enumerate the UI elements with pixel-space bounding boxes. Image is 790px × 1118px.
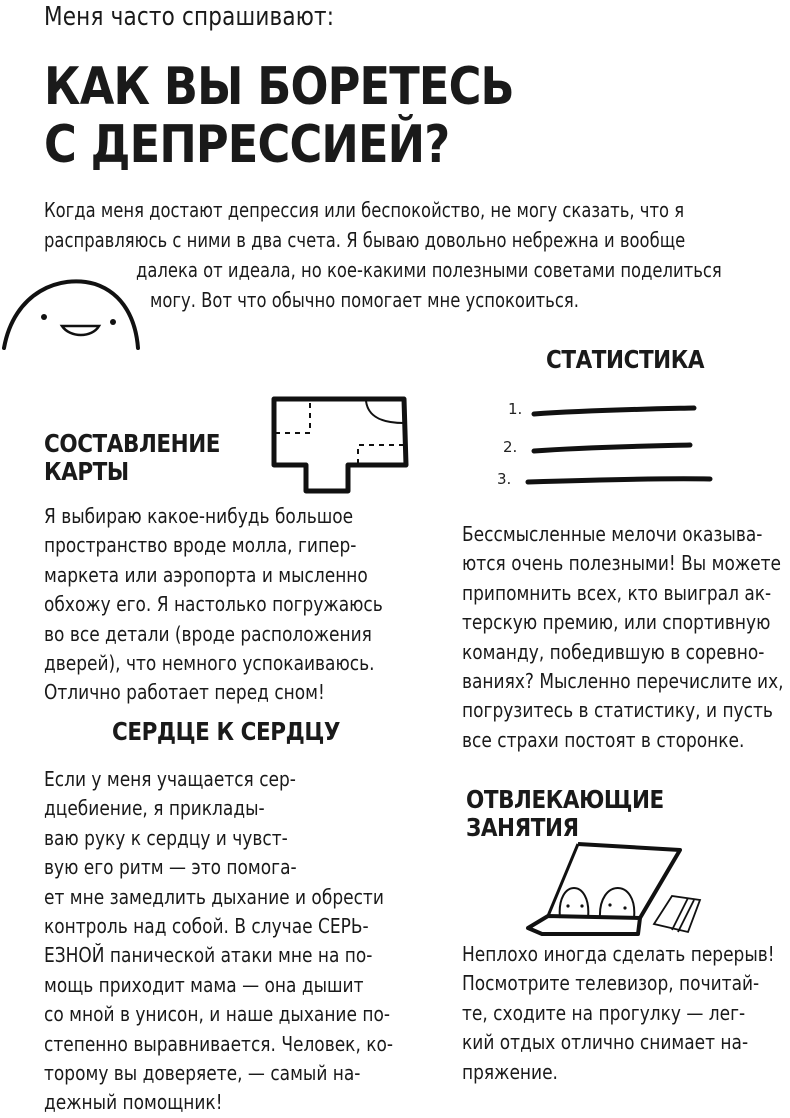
heart-line: ет мне замедлить дыхание и обрести — [44, 884, 384, 909]
mapping-paragraph — [44, 502, 443, 708]
mapping-line: обхожу его. Я настолько погружаюсь — [44, 592, 383, 617]
heading-mapping — [44, 430, 220, 486]
intro-line-3: далека от идеала, но кое-какими полезными советами поделиться — [136, 258, 722, 282]
heart-line: вую его ритм — это помога- — [44, 855, 297, 880]
title-line-2: С ДЕПРЕССИЕЙ? — [44, 115, 450, 175]
heading-mapping-line-1: СОСТАВЛЕНИЕ — [44, 429, 221, 458]
mapping-line: во все детали (вроде расположения — [44, 621, 372, 646]
intro-line-1: Когда меня достают депрессия или беспокойство, не могу сказать, что я — [44, 198, 685, 222]
heading-distractions: ОТВЛЕКАЮЩИЕ ЗАНЯТИЯ — [466, 785, 664, 842]
floor-plan-illustration — [270, 395, 410, 495]
heart-line: мощь приходит мама — она дышит — [44, 972, 364, 997]
distractions-line: пряжение. — [462, 1059, 558, 1084]
list-number-1: 1. — [508, 400, 523, 418]
heart-line: торому вы доверяете, — самый на- — [44, 1061, 361, 1086]
list-number-3: 3. — [497, 470, 512, 488]
heart-line: дцебиение, я приклады- — [44, 796, 265, 821]
distractions-line: кий отдых отлично снимает на- — [462, 1030, 749, 1055]
title-line-1: КАК ВЫ БОРЕТЕСЬ — [44, 57, 514, 117]
blank-list-lines — [520, 400, 720, 490]
heart-line: Если у меня учащается сер- — [44, 767, 296, 791]
intro-line-2: расправляюсь с ними в два счета. Я бываю довольно небрежна и вообще — [44, 228, 686, 252]
distractions-line: Неплохо иногда сделать перерыв! — [462, 942, 775, 966]
heading-statistics: СТАТИСТИКА — [546, 345, 705, 374]
intro-line-4: могу. Вот что обычно помогает мне успокоиться. — [150, 288, 579, 312]
mapping-line: Отлично работает перед сном! — [44, 680, 325, 705]
heart-line: со мной в унисон, и наше дыхание по- — [44, 1002, 391, 1027]
statistics-line: погрузитесь в статистику, и пусть — [462, 698, 773, 723]
heart-line: степенно выравнивается. Человек, ко- — [44, 1031, 394, 1056]
statistics-paragraph — [462, 520, 790, 755]
heart-line: ваю руку к сердцу и чувст- — [44, 825, 288, 850]
mapping-line: пространство вроде молла, гипер- — [44, 533, 357, 558]
heart-paragraph — [44, 765, 455, 1118]
heart-line: дежный помощник! — [44, 1090, 223, 1115]
list-number-2: 2. — [503, 438, 518, 456]
page-title — [44, 58, 514, 174]
heart-line: контроль над собой. В случае СЕРЬ- — [44, 914, 369, 939]
heading-heart-to-heart: СЕРДЦЕ К СЕРДЦУ — [112, 717, 340, 746]
page-subtitle: Меня часто спрашивают: — [44, 2, 335, 32]
statistics-line: Бессмысленные мелочи оказыва- — [462, 522, 763, 546]
mapping-line: Я выбираю какое-нибудь большое — [44, 504, 354, 528]
statistics-line: все страхи постоят в сторонке. — [462, 727, 745, 752]
mapping-line: маркета или аэропорта и мысленно — [44, 562, 368, 587]
statistics-line: терскую премию, или спортивную — [462, 610, 771, 635]
statistics-line: команду, победившую в соревно- — [462, 639, 765, 664]
laptop-illustration — [520, 838, 710, 938]
smiling-character-illustration — [0, 262, 150, 352]
distractions-paragraph — [462, 940, 790, 1087]
distractions-line: те, сходите на прогулку — лег- — [462, 1000, 746, 1025]
statistics-line: припомнить всех, кто выиграл ак- — [462, 580, 772, 605]
statistics-line: ваниях? Мысленно перечислите их, — [462, 669, 784, 694]
distractions-line: Посмотрите телевизор, почитай- — [462, 971, 760, 996]
mapping-line: дверей), что немного успокаиваюсь. — [44, 651, 375, 676]
heading-mapping-line-2: КАРТЫ — [44, 457, 129, 486]
heart-line: ЕЗНОЙ панической атаки мне на по- — [44, 943, 373, 968]
statistics-line: ются очень полезными! Вы можете — [462, 551, 782, 576]
